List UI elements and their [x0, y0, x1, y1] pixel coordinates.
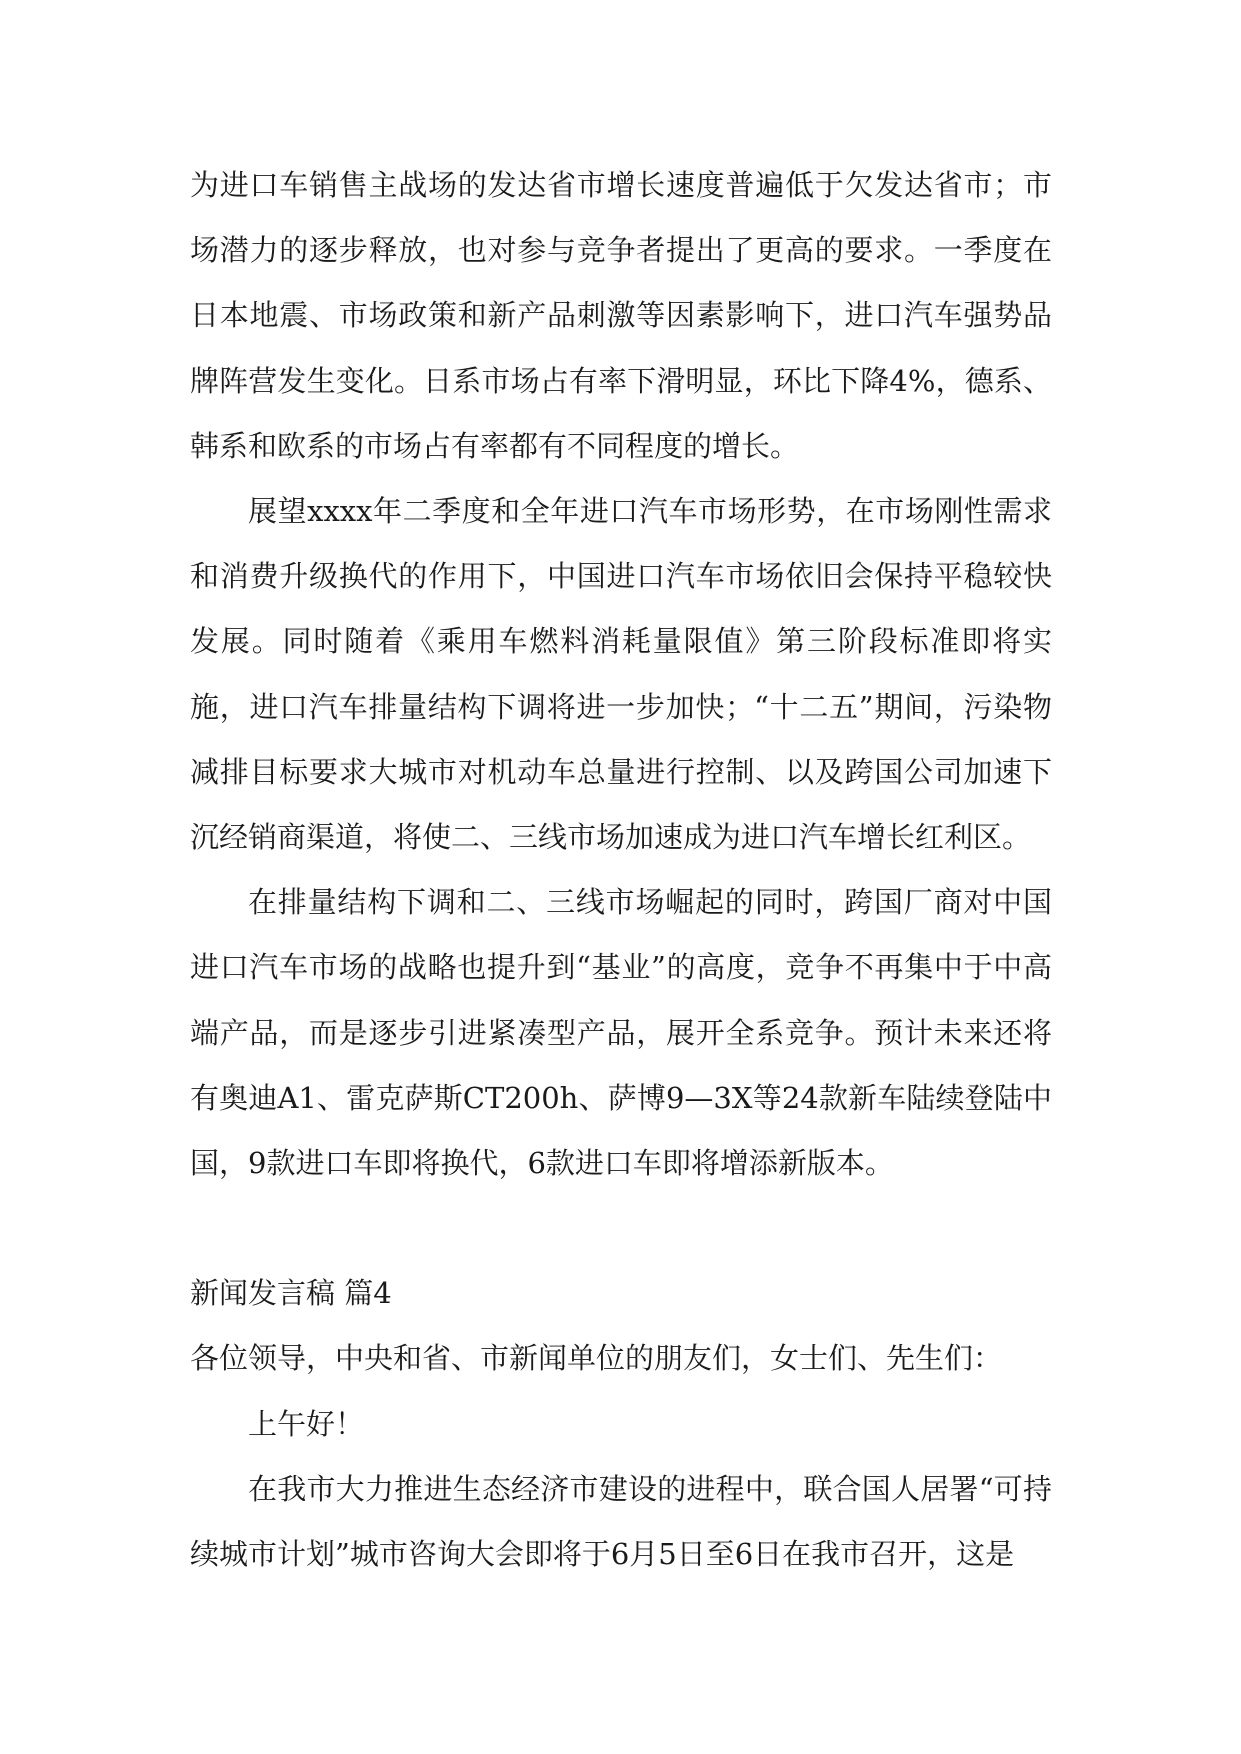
- greeting: 上午好！: [248, 1406, 365, 1441]
- salutation: 各位领导，中央和省、市新闻单位的朋友们，女士们、先生们：: [190, 1341, 1003, 1376]
- document-body: [190, 153, 1052, 1587]
- paragraph-competition: 在排量结构下调和二、三线市场崛起的同时，跨国厂商对中国进口汽车市场的战略也提升到“基业”的高度，竞争不再集中于中高端产品，而是逐步引进紧凑型产品，展开全系竞争。预计未来还将有奥迪A1、雷克萨斯CT200h、萨博9—3X等24款新车陆续登陆中国，9款进口车即将换代，6款进口车即将增添新版本。: [190, 885, 1052, 1181]
- paragraph-market-growth: 为进口车销售主战场的发达省市增长速度普遍低于欠发达省市；市场潜力的逐步释放，也对参与竞争者提出了更高的要求。一季度在日本地震、市场政策和新产品刺激等因素影响下，进口汽车强势品牌阵营发生变化。日系市场占有率下滑明显，环比下降4%，德系、韩系和欧系的市场占有率都有不同程度的增长。: [190, 168, 1052, 463]
- section-title: 新闻发言稿 篇4: [190, 1276, 392, 1311]
- paragraph-conference: 在我市大力推进生态经济市建设的进程中，联合国人居署“可持续城市计划”城市咨询大会即将于6月5日至6日在我市召开，这是: [190, 1471, 1052, 1572]
- section-spacer: [190, 1196, 1052, 1261]
- paragraph-outlook: 展望xxxx年二季度和全年进口汽车市场形势，在市场刚性需求和消费升级换代的作用下，中国进口汽车市场依旧会保持平稳较快发展。同时随着《乘用车燃料消耗量限值》第三阶段标准即将实施，进口汽车排量结构下调将进一步加快；“十二五”期间，污染物减排目标要求大城市对机动车总量进行控制、以及跨国公司加速下沉经销商渠道，将使二、三线市场加速成为进口汽车增长红利区。: [190, 494, 1052, 855]
